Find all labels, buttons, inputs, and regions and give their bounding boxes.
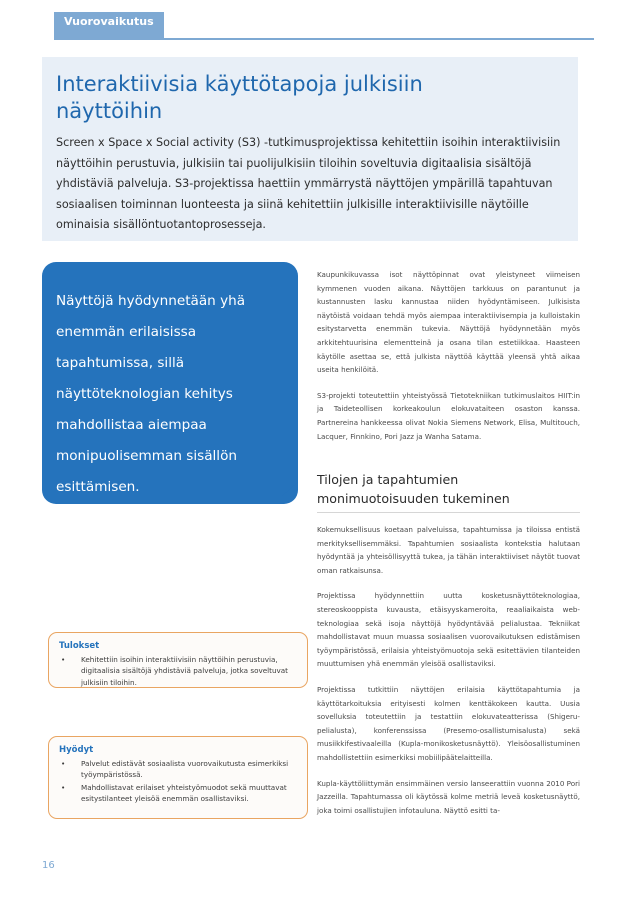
body-paragraph: S3-projekti toteutettiin yhteistyössä Tietotekniikan tutkimuslaitos HIIT:in ja Taideteollisen korkeakoulun elokuvataiteen osaston kanssa. Partnereina hankkeessa olivat Nokia Siemens Network, Elisa, Multitouch, Lacquer, Finnkino, Pori Jazz ja Wanha Satama. (317, 390, 580, 441)
section-divider (317, 512, 580, 513)
body-paragraph: Kaupunkikuvassa isot näyttöpinnat ovat yleistyneet viimeisen kymmenen vuoden aikana. Näyttöjen tarkkuus on parantunut ja kustannusten lasku kannustaa niiden hyödyntämiseen. Julkisista näytöistä voidaan tehdä myös aiempaa interaktiivisempia ja kulloistakin esitystarvetta enemmän tukevia. Näyttöjä hyödynnetään myös arkkitehtuurisina elementteinä ja osana tilan estetiikkaa. Haasteen käytölle asettaa se, että julkista näyttöä käyttää yleensä yhtä aikaa useita henkilöitä. (317, 270, 580, 375)
bullet-icon: • (61, 655, 66, 664)
results-box (48, 632, 308, 688)
header-rule (54, 38, 594, 40)
section-tab: Vuorovaikutus (54, 12, 164, 38)
benefits-item (59, 782, 299, 805)
results-item-text: Kehitettiin isoihin interaktiivisiin näyttöihin perustuvia, digitaalisia sisältöjä yhdistäviä palveluja, jotka soveltuvat julkisiin tiloihin. (81, 655, 288, 687)
results-list (59, 654, 299, 688)
benefits-item (59, 758, 299, 781)
intro-box (42, 57, 578, 241)
pull-quote-tail (282, 482, 298, 496)
section-heading: Tilojen ja tapahtumien monimuotoisuuden tukeminen (317, 472, 510, 506)
body-column-bottom (317, 523, 580, 817)
benefits-box (48, 736, 308, 819)
results-title: Tulokset (59, 641, 100, 651)
benefits-list (59, 758, 299, 804)
benefits-title: Hyödyt (59, 745, 94, 755)
bullet-icon: • (61, 759, 66, 768)
body-paragraph: Projektissa tutkittiin näyttöjen erilaisia käyttötapahtumia ja käyttötarkoituksia erityisesti kolmen kenttäkokeen kautta. Uusia sovelluksia toteutettiin ja testattiin elokuvateatterissa (Shigeru-pelialusta), konferenssissa (Presemo-osallistumisalusta) sekä musiikkifestivaaleilla (Kupla-monikosketusnäyttö). Yleisöosallistuminen mahdollistettiin esimerkiksi mobiilipäätelaitteilla. (317, 684, 580, 762)
pull-quote-text: Näyttöjä hyödynnetään yhä enemmän erilaisissa tapahtumissa, sillä näyttöteknologian kehitys mahdollistaa aiempaa monipuolisemman sisällön esittämisen. (56, 293, 246, 495)
page-number: 16 (42, 860, 55, 871)
body-paragraph: Projektissa hyödynnettiin uutta kosketusnäyttöteknologiaa, stereoskooppista kuvausta, etäisyyskameroita, reaaliaikaista web-teknologiaa sekä isoja näyttöjä hyödyntävää pelialustaa. Tekniikat mahdollistavat muun muassa sosiaalisen vuorovaikutuksen edistämisen työympäristössä, erilaisia yhteistyömuotoja sekä esitettävien tilanteiden muuttumisen yhä enemmän yleisöä osallistaviksi. (317, 591, 580, 669)
bullet-icon: • (61, 782, 66, 792)
results-item (59, 654, 299, 688)
pull-quote-bubble (42, 262, 298, 504)
intro-text: Screen x Space x Social activity (S3) -tutkimusprojektissa kehitettiin isoihin interaktiivisiin näyttöihin perustuvia, julkisiin tai puolijulkisiin tiloihin soveltuvia digitaalisia sisältöjä yhdistäviä palveluja. S3-projektissa haettiin ymmärrystä näyttöjen ympärillä tapahtuvan sosiaalisen toiminnan luonteesta ja siinä kehitettiin julkisille interaktiivisille näytöille ominaisia sisällöntuotantoprosesseja. (56, 136, 561, 231)
benefits-item-text: Mahdollistavat erilaiset yhteistyömuodot sekä muuttavat esitystilanteet yleisöä enemmän osallistaviksi. (81, 782, 287, 803)
body-column-top (317, 268, 580, 443)
body-paragraph: Kupla-käyttöliittymän ensimmäinen versio lanseerattiin vuonna 2010 Pori Jazzeilla. Tapahtumassa oli käytössä kolme metriä leveä kosketusnäyttö, joka toimi osallistujien infotauluna. Näyttö esitti ta- (317, 778, 580, 815)
benefits-item-text: Palvelut edistävät sosiaalista vuorovaikutusta esimerkiksi työympäristössä. (81, 759, 289, 780)
body-paragraph: Kokemuksellisuus koetaan palveluissa, tapahtumissa ja tiloissa entistä merkityksellisemmäksi. Tapahtumien sosiaalista kontekstia halutaan hyödyntää ja yhteisöllisyyttä tukea, ja tähän interaktiiviset näytöt tuovat oman ratkaisunsa. (317, 525, 580, 575)
article-title: Interaktiivisia käyttötapoja julkisiin näyttöihin (56, 72, 423, 123)
